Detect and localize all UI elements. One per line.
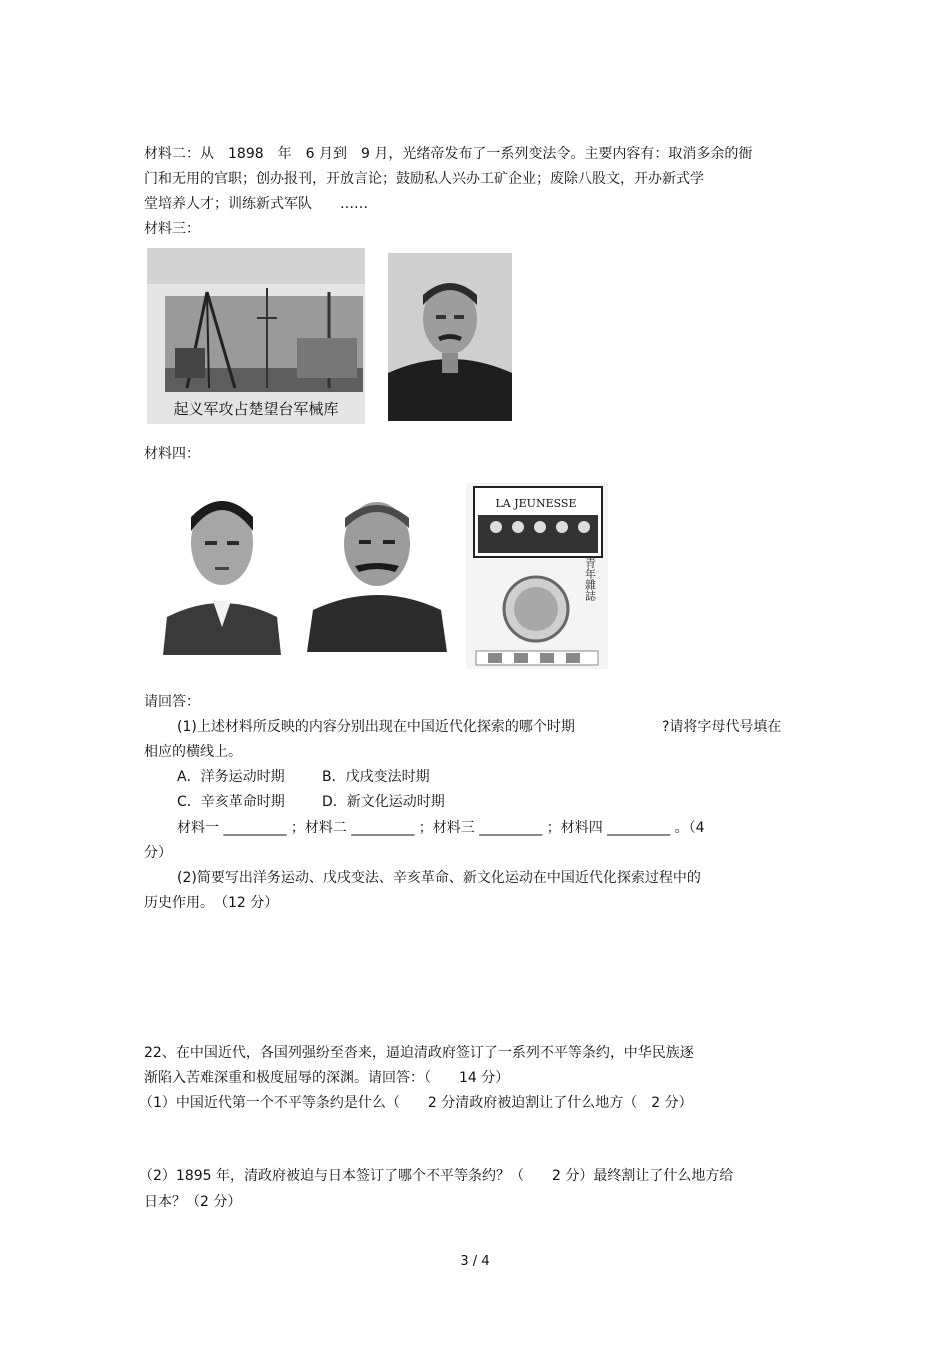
- chen-duxiu-portrait: [157, 477, 287, 655]
- magazine-title: LA JEUNESSE: [495, 497, 577, 510]
- q22-sub2-line1: （2）1895 年，清政府被迫与日本签订了哪个不平等条约？（ 2 分）最终割让了什么地方给: [139, 1168, 734, 1184]
- q21-part2-line2: 历史作用。 （12 分）: [144, 895, 279, 911]
- material3-label: 材料三：: [144, 221, 200, 237]
- q21-part2-line1: (2)简要写出洋务运动、戊戌变法、辛亥革命、新文化运动在中国近代化探索过程中的: [177, 870, 701, 886]
- option-b: B．戊戌变法时期: [322, 769, 430, 785]
- q22-line2: 渐陷入苦难深重和极度屈辱的深渊。请回答：（ 14 分）: [144, 1070, 510, 1086]
- uprising-photo: [147, 248, 365, 424]
- li-dazhao-portrait: [307, 480, 447, 652]
- answer-blanks-tail: 分）: [144, 845, 172, 861]
- q22-sub1: （1）中国近代第一个不平等条约是什么（ 2 分清政府被迫割让了什么地方（ 2 分）: [139, 1095, 693, 1111]
- new-youth-magazine-cover: [466, 483, 608, 669]
- material4-label: 材料四：: [144, 446, 200, 462]
- magazine-chinese-title: 青年雜誌: [583, 557, 597, 601]
- q22-sub2-line2: 日本？（2 分）: [144, 1194, 242, 1210]
- q21-part1-line2: 相应的横线上。: [144, 744, 242, 760]
- q21-part1-line1b: ?请将字母代号填在: [662, 719, 782, 735]
- option-a: A．洋务运动时期: [177, 769, 285, 785]
- material2-line1: 材料二：从 1898 年 6 月到 9 月，光绪帝发布了一系列变法令。主要内容有：取消多余的衙: [144, 146, 753, 162]
- option-d: D．新文化运动时期: [322, 794, 445, 810]
- material2-line2: 门和无用的官职；创办报刊，开放言论；鼓励私人兴办工矿企业；废除八股文，开办新式学: [144, 171, 704, 187]
- page-number: 3 / 4: [460, 1254, 490, 1269]
- sun-yat-sen-portrait: [388, 253, 512, 421]
- q21-prompt: 请回答：: [144, 694, 200, 710]
- q22-line1: 22、在中国近代，各国列强纷至沓来，逼迫清政府签订了一系列不平等条约，中华民族逐: [144, 1045, 694, 1061]
- answer-blanks: 材料一 _________ ；材料二 _________ ；材料三 _________ ；材料四 _________ 。（4: [177, 820, 705, 836]
- q21-part1-line1a: (1)上述材料所反映的内容分别出现在中国近代化探索的哪个时期: [177, 719, 575, 735]
- material2-line3: 堂培养人才；训练新式军队 ……: [144, 196, 368, 212]
- option-c: C．辛亥革命时期: [177, 794, 285, 810]
- uprising-caption: 起义军攻占楚望台军械库: [173, 400, 339, 418]
